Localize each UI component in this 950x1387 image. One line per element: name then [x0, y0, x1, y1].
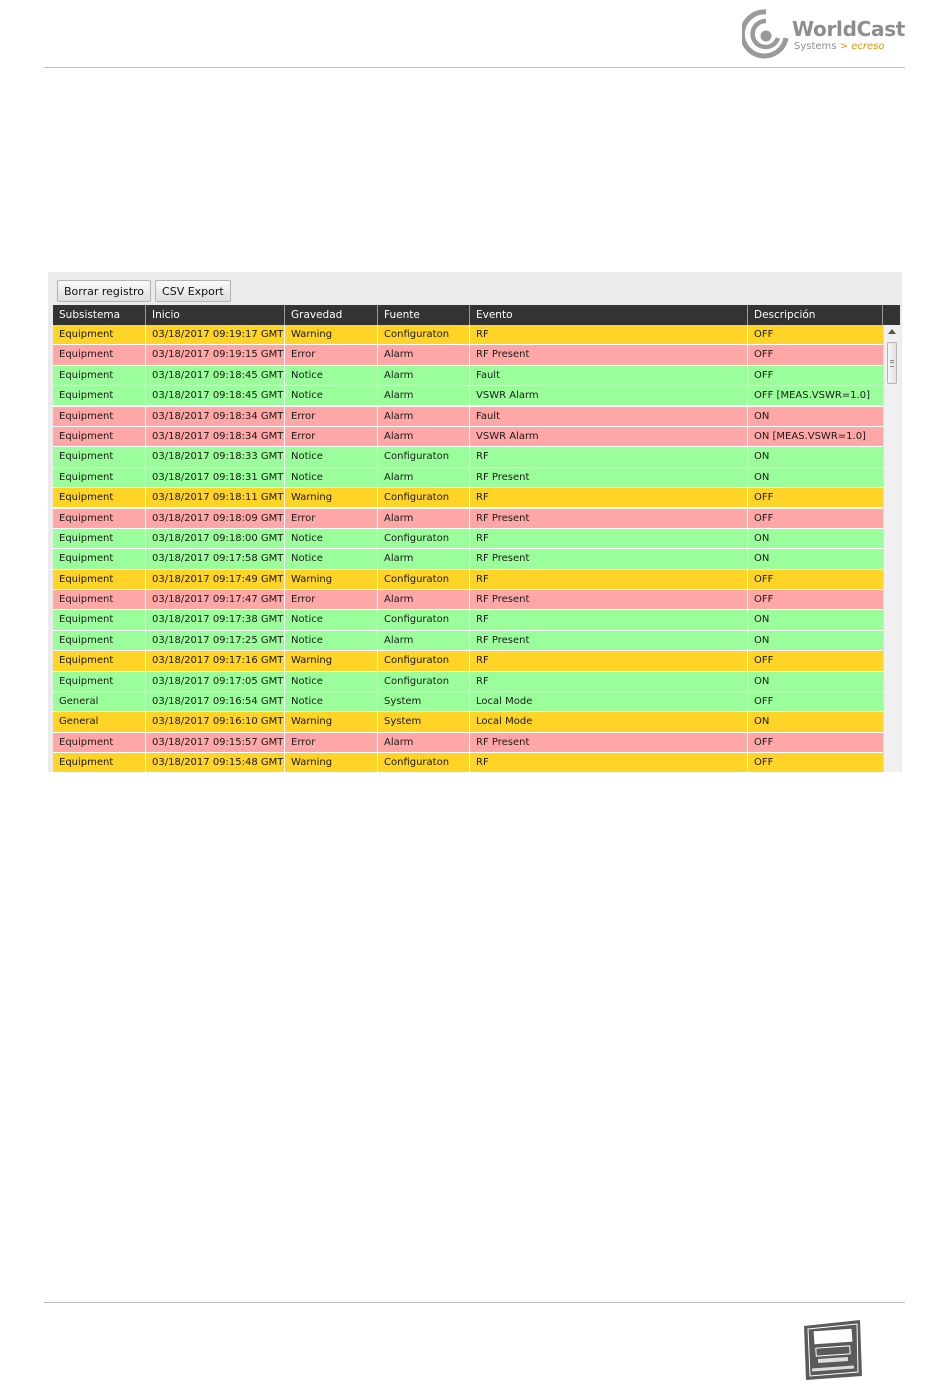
footer-divider: [44, 1302, 905, 1303]
cell-evento: RF: [470, 529, 748, 548]
cell-descripcion: OFF [MEAS.VSWR=1.0]: [754, 390, 870, 402]
cell-gravedad: Warning: [285, 712, 378, 731]
table-row[interactable]: [53, 570, 883, 589]
worldcast-logo: [742, 8, 907, 62]
cell-subsistema: Equipment: [53, 386, 146, 405]
scroll-up-arrow-icon[interactable]: [888, 328, 896, 334]
cell-descripcion: ON: [754, 675, 770, 687]
cell-inicio: 03/18/2017 09:18:34 GMT: [146, 407, 285, 426]
cell-gravedad: Warning: [285, 325, 378, 344]
cell-inicio: 03/18/2017 09:17:38 GMT: [146, 610, 285, 629]
brand-tagline-left: Systems: [794, 41, 837, 52]
toolbar: [57, 280, 231, 302]
afaq-iso-9001-seal: [800, 1318, 866, 1382]
cell-inicio: 03/18/2017 09:16:54 GMT: [146, 692, 285, 711]
cell-inicio: 03/18/2017 09:18:31 GMT: [146, 468, 285, 487]
worldcast-logo-icon: [742, 8, 790, 60]
event-log-panel: [48, 272, 902, 772]
cell-descripcion: OFF: [754, 757, 774, 769]
table-row[interactable]: [53, 712, 883, 731]
cell-fuente: Alarm: [378, 386, 470, 405]
brand-tagline-separator: >: [839, 41, 849, 52]
cell-subsistema: Equipment: [53, 753, 146, 772]
cell-fuente: System: [378, 692, 470, 711]
cell-inicio: 03/18/2017 09:17:05 GMT: [146, 672, 285, 691]
table-row[interactable]: [53, 407, 883, 426]
cell-evento: RF: [470, 651, 748, 670]
cell-descripcion: OFF: [754, 369, 774, 381]
cell-fuente: System: [378, 712, 470, 731]
cell-fuente: Alarm: [378, 468, 470, 487]
cell-descripcion: ON: [754, 451, 770, 463]
cell-gravedad: Error: [285, 590, 378, 609]
cell-fuente: Alarm: [378, 733, 470, 752]
cell-inicio: 03/18/2017 09:15:48 GMT: [146, 753, 285, 772]
cell-subsistema: Equipment: [53, 651, 146, 670]
cell-subsistema: General: [53, 712, 146, 731]
column-header-descripcion[interactable]: Descripción: [748, 305, 883, 325]
table-row[interactable]: [53, 386, 883, 405]
cell-subsistema: Equipment: [53, 570, 146, 589]
table-row[interactable]: [53, 590, 883, 609]
cell-evento: RF Present: [470, 733, 748, 752]
cell-descripcion: ON: [754, 716, 770, 728]
cell-subsistema: Equipment: [53, 407, 146, 426]
cell-inicio: 03/18/2017 09:16:10 GMT: [146, 712, 285, 731]
table-row[interactable]: [53, 529, 883, 548]
cell-evento: RF: [470, 610, 748, 629]
cell-inicio: 03/18/2017 09:17:58 GMT: [146, 549, 285, 568]
cell-inicio: 03/18/2017 09:17:49 GMT: [146, 570, 285, 589]
cell-fuente: Configuraton: [378, 610, 470, 629]
cell-subsistema: Equipment: [53, 590, 146, 609]
cell-fuente: Configuraton: [378, 570, 470, 589]
cell-gravedad: Notice: [285, 672, 378, 691]
cell-fuente: Alarm: [378, 366, 470, 385]
cell-evento: RF: [470, 570, 748, 589]
cell-inicio: 03/18/2017 09:18:33 GMT: [146, 447, 285, 466]
cell-evento: RF Present: [470, 468, 748, 487]
cell-subsistema: Equipment: [53, 509, 146, 528]
table-row[interactable]: [53, 651, 883, 670]
column-header-evento[interactable]: Evento: [470, 305, 748, 325]
cell-gravedad: Notice: [285, 692, 378, 711]
table-row[interactable]: [53, 509, 883, 528]
cell-evento: Fault: [470, 366, 748, 385]
table-row[interactable]: [53, 610, 883, 629]
cell-gravedad: Error: [285, 407, 378, 426]
cell-evento: RF Present: [470, 345, 748, 364]
cell-gravedad: Error: [285, 509, 378, 528]
cell-fuente: Alarm: [378, 407, 470, 426]
scrollbar-thumb[interactable]: [887, 342, 897, 384]
cell-fuente: Configuraton: [378, 488, 470, 507]
cell-descripcion: OFF: [754, 736, 774, 748]
cell-fuente: Alarm: [378, 427, 470, 446]
cell-subsistema: Equipment: [53, 468, 146, 487]
cell-subsistema: Equipment: [53, 610, 146, 629]
cell-evento: RF Present: [470, 590, 748, 609]
cell-subsistema: General: [53, 692, 146, 711]
cell-gravedad: Notice: [285, 529, 378, 548]
cell-descripcion: ON: [754, 410, 770, 422]
column-header-spacer: [883, 305, 900, 325]
table-row[interactable]: [53, 672, 883, 691]
cell-evento: Local Mode: [470, 712, 748, 731]
cell-subsistema: Equipment: [53, 529, 146, 548]
cell-fuente: Alarm: [378, 590, 470, 609]
cell-inicio: 03/18/2017 09:18:11 GMT: [146, 488, 285, 507]
cell-subsistema: Equipment: [53, 447, 146, 466]
cell-fuente: Alarm: [378, 345, 470, 364]
cell-inicio: 03/18/2017 09:17:47 GMT: [146, 590, 285, 609]
cell-fuente: Configuraton: [378, 529, 470, 548]
cell-descripcion: OFF: [754, 329, 774, 340]
cell-descripcion: ON: [754, 471, 770, 483]
csv-export-button[interactable]: CSV Export: [155, 280, 231, 302]
cell-subsistema: Equipment: [53, 733, 146, 752]
cell-fuente: Alarm: [378, 631, 470, 650]
cell-descripcion: ON: [754, 553, 770, 565]
cell-descripcion: ON [MEAS.VSWR=1.0]: [754, 430, 866, 442]
cell-descripcion: OFF: [754, 594, 774, 606]
column-header-inicio[interactable]: Inicio: [146, 305, 285, 325]
cell-evento: RF Present: [470, 509, 748, 528]
cell-fuente: Configuraton: [378, 651, 470, 670]
cell-inicio: 03/18/2017 09:18:45 GMT: [146, 366, 285, 385]
cell-fuente: Alarm: [378, 549, 470, 568]
vertical-scrollbar[interactable]: [883, 325, 900, 772]
cell-subsistema: Equipment: [53, 549, 146, 568]
table-row[interactable]: [53, 366, 883, 385]
cell-evento: RF Present: [470, 631, 748, 650]
cell-evento: RF: [470, 753, 748, 772]
cell-evento: Local Mode: [470, 692, 748, 711]
cell-subsistema: Equipment: [53, 345, 146, 364]
cell-gravedad: Warning: [285, 651, 378, 670]
scrollbar-grip: [890, 360, 894, 367]
cell-descripcion: ON: [754, 634, 770, 646]
cell-gravedad: Notice: [285, 386, 378, 405]
cell-inicio: 03/18/2017 09:18:00 GMT: [146, 529, 285, 548]
brand-tagline-right: ecreso: [851, 41, 885, 52]
column-header-subsistema[interactable]: Subsistema: [53, 305, 146, 325]
cell-gravedad: Notice: [285, 447, 378, 466]
table-row[interactable]: [53, 468, 883, 487]
event-log-table: [53, 305, 900, 772]
cell-subsistema: Equipment: [53, 631, 146, 650]
cell-fuente: Configuraton: [378, 672, 470, 691]
column-header-gravedad[interactable]: Gravedad: [285, 305, 378, 325]
brand-tagline: [794, 41, 885, 52]
cell-evento: Fault: [470, 407, 748, 426]
cell-subsistema: Equipment: [53, 427, 146, 446]
table-row[interactable]: [53, 692, 883, 711]
cell-inicio: 03/18/2017 09:17:25 GMT: [146, 631, 285, 650]
cell-fuente: Configuraton: [378, 753, 470, 772]
cell-fuente: Alarm: [378, 509, 470, 528]
cell-subsistema: Equipment: [53, 672, 146, 691]
cell-subsistema: Equipment: [53, 366, 146, 385]
cell-inicio: 03/18/2017 09:18:45 GMT: [146, 386, 285, 405]
cell-gravedad: Warning: [285, 753, 378, 772]
brand-name: WorldCast: [792, 17, 906, 41]
cell-inicio: 03/18/2017 09:19:17 GMT: [146, 325, 285, 344]
table-row[interactable]: [53, 345, 883, 364]
cell-gravedad: Warning: [285, 488, 378, 507]
table-header: [53, 305, 900, 325]
cell-evento: VSWR Alarm: [470, 427, 748, 446]
cell-descripcion: ON: [754, 532, 770, 544]
table-row[interactable]: [53, 488, 883, 507]
cell-subsistema: Equipment: [53, 488, 146, 507]
cell-gravedad: Error: [285, 733, 378, 752]
cell-descripcion: OFF: [754, 349, 774, 361]
cell-fuente: Configuraton: [378, 325, 470, 344]
table-row[interactable]: [53, 427, 883, 446]
cell-descripcion: OFF: [754, 696, 774, 708]
cell-gravedad: Notice: [285, 549, 378, 568]
cell-evento: RF Present: [470, 549, 748, 568]
cell-evento: RF: [470, 672, 748, 691]
cell-gravedad: Error: [285, 345, 378, 364]
cell-evento: RF: [470, 447, 748, 466]
cell-inicio: 03/18/2017 09:18:34 GMT: [146, 427, 285, 446]
cell-fuente: Configuraton: [378, 447, 470, 466]
cell-gravedad: Error: [285, 427, 378, 446]
cell-descripcion: OFF: [754, 512, 774, 524]
cell-descripcion: OFF: [754, 655, 774, 667]
cell-evento: VSWR Alarm: [470, 386, 748, 405]
cell-descripcion: OFF: [754, 573, 774, 585]
cell-evento: RF: [470, 325, 748, 344]
cell-gravedad: Warning: [285, 570, 378, 589]
table-row[interactable]: [53, 631, 883, 650]
table-body: [53, 325, 883, 772]
cell-inicio: 03/18/2017 09:17:16 GMT: [146, 651, 285, 670]
cell-subsistema: Equipment: [53, 325, 146, 344]
table-row[interactable]: [53, 549, 883, 568]
cell-gravedad: Notice: [285, 610, 378, 629]
cell-gravedad: Notice: [285, 631, 378, 650]
column-header-fuente[interactable]: Fuente: [378, 305, 470, 325]
table-row[interactable]: [53, 753, 883, 772]
cell-gravedad: Notice: [285, 468, 378, 487]
cell-descripcion: ON: [754, 614, 770, 626]
cell-evento: RF: [470, 488, 748, 507]
table-row[interactable]: [53, 325, 883, 344]
cell-inicio: 03/18/2017 09:18:09 GMT: [146, 509, 285, 528]
table-row[interactable]: [53, 733, 883, 752]
cell-descripcion: OFF: [754, 492, 774, 504]
cell-inicio: 03/18/2017 09:19:15 GMT: [146, 345, 285, 364]
cell-gravedad: Notice: [285, 366, 378, 385]
table-row[interactable]: [53, 447, 883, 466]
header-divider: [44, 67, 905, 68]
clear-log-button[interactable]: Borrar registro: [57, 280, 151, 302]
cell-inicio: 03/18/2017 09:15:57 GMT: [146, 733, 285, 752]
